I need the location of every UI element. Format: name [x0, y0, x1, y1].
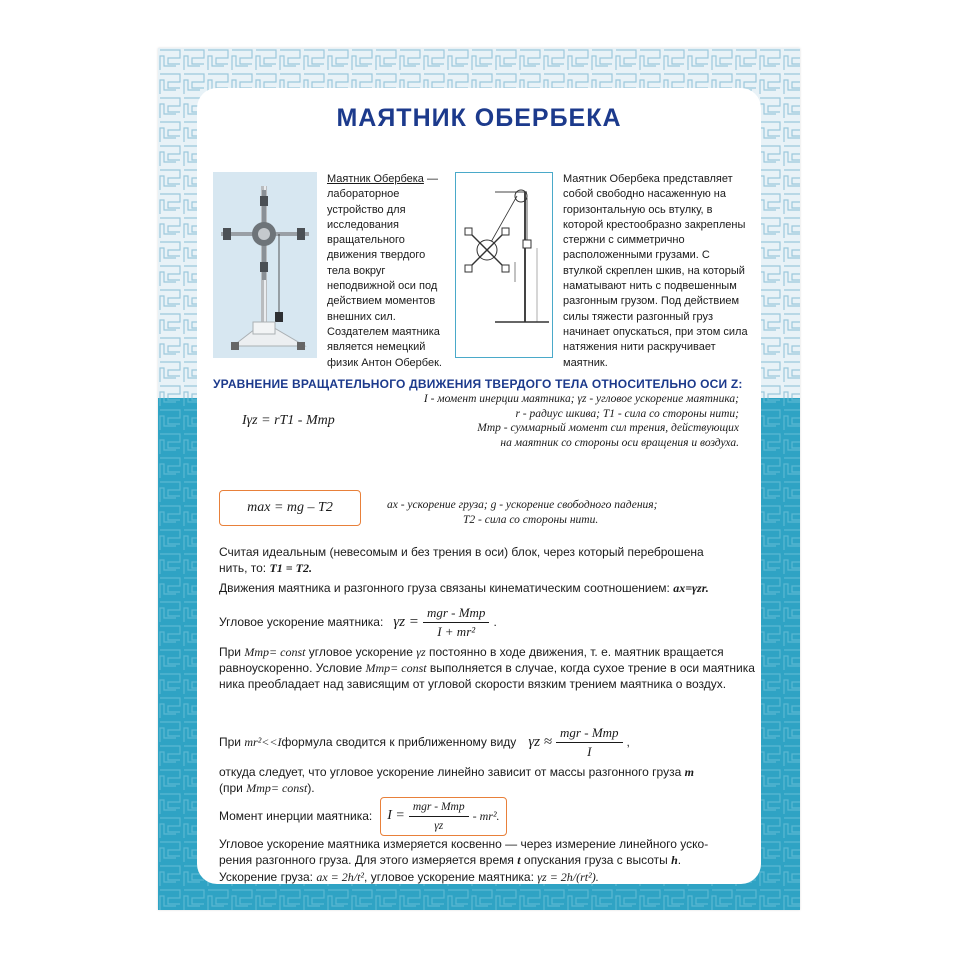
- text-line: [219, 560, 749, 576]
- paragraph-approx: [219, 722, 759, 762]
- paragraph-inertia: [219, 798, 759, 834]
- text-fragment: постоянно в ходе движения, т. е. маятник вращается: [425, 645, 724, 659]
- newton-formula: max = mg – T2: [247, 500, 333, 515]
- text-fragment: , угловое ускорение маятника:: [364, 870, 534, 884]
- legend-line: ax - ускорение груза; g - ускорение свободного падения;: [387, 499, 658, 511]
- text-line: [219, 660, 759, 676]
- inline-formula: Mтр= const: [244, 645, 306, 659]
- text-line: Угловое ускорение маятника измеряется косвенно — через измерение линейного уско-: [219, 837, 709, 851]
- section2-heading: II ЗАКОН НЬЮТОНА ДЛЯ РАЗГОННОГО ГРУЗА В ПРОЕКЦИИ НА ВЕРТИКАЛЬНУЮ ОСЬ X:: [213, 466, 755, 480]
- text-fragment: Движения маятника и разгонного груза связаны кинематическим соотношением:: [219, 581, 670, 595]
- inline-formula: m: [684, 765, 694, 779]
- section1-legend: [357, 392, 739, 450]
- formula-tail: - mr².: [472, 809, 500, 823]
- text-line: рения разгонного груза. Для этого измеряется время t опускания груза с высоты h.: [219, 853, 682, 867]
- text-fragment: нить, то:: [219, 561, 267, 575]
- formula-lhs: γz ≈: [528, 734, 553, 750]
- text-fragment: (при: [219, 781, 243, 795]
- text-fragment: Ускорение груза:: [219, 870, 313, 884]
- paragraph-kinematic: [219, 580, 759, 596]
- intro-left-lead: Маятник Обербека: [327, 173, 424, 185]
- paragraph-angular-accel: [219, 602, 759, 642]
- text-fragment: выполняется в случае, когда сухое трение в оси маятника: [426, 661, 755, 675]
- intro-left-text: [327, 172, 447, 371]
- fraction-numerator: mgr - Mтр: [423, 605, 490, 623]
- inline-formula: T1 = T2.: [269, 561, 312, 575]
- fraction-numerator: mgr - Mтр: [556, 725, 623, 743]
- text-line: ника преобладает над зависящим от угловой скорости вязким трением маятника о воздух.: [219, 677, 727, 691]
- text-fragment: опускания груза с высоты: [520, 853, 668, 867]
- text-line: Считая идеальным (невесомым и без трения в оси) блок, через который переброшена: [219, 545, 704, 559]
- fraction: [423, 605, 490, 640]
- rotation-formula: Iγz = rT1 - Mтр: [242, 413, 335, 428]
- section2-legend: [387, 498, 727, 527]
- text-fragment: При: [219, 735, 242, 749]
- intro-left-body: — лабораторное устройство для исследования вращательного движения твердого тела вокруг неподвижной оси под действием моментов внешних сил. Создателем маятника является немецкий физик Антон Обербек.: [327, 173, 442, 369]
- text-fragment: равноускоренно. Условие: [219, 661, 363, 675]
- fraction: [409, 799, 469, 834]
- fraction-numerator: mgr - Mтр: [409, 799, 469, 817]
- text-line: [219, 780, 759, 796]
- intro-right-text: Маятник Обербека представляет собой свободно насаженную на горизонтальную ось втулку, в которой крестообразно закреплены стержни с симметрично расположенными грузами. С втулкой скреплен шкив, на который наматывают нить с подвешенным разгонным грузом. Под действием силы тяжести разгонный груз начинает опускаться, при этом сила натяжения нити раскручивает маятник.: [563, 173, 748, 369]
- paragraph-results: [219, 869, 759, 884]
- publisher-logo-icon: [714, 856, 734, 876]
- inline-formula: ax=γzr.: [673, 581, 709, 595]
- inline-formula: γz: [416, 645, 426, 659]
- section1-heading: УРАВНЕНИЕ ВРАЩАТЕЛЬНОГО ДВИЖЕНИЯ ТВЕРДОГО ТЕЛА ОТНОСИТЕЛЬНО ОСИ Z:: [213, 377, 743, 391]
- inline-formula: Mтр= const: [246, 781, 308, 795]
- newton-formula-box: [219, 490, 361, 526]
- legend-line: r - радиус шкива; T1 - сила со стороны нити;: [515, 407, 739, 420]
- inertia-formula-box: [380, 797, 506, 836]
- poster: [158, 48, 800, 910]
- paragraph-block-ideal: [219, 544, 749, 576]
- text-fragment: формула сводится к приближенному виду: [281, 735, 517, 749]
- legend-line: Mтр - суммарный момент сил трения, действующих: [477, 422, 739, 434]
- inline-formula: h: [671, 853, 678, 867]
- text-line: [219, 644, 759, 660]
- text-fragment: Момент инерции маятника:: [219, 809, 373, 823]
- inline-formula: γz = 2h/(rt²).: [537, 870, 599, 884]
- pendulum-photo: [213, 172, 317, 358]
- text-fragment: .: [493, 615, 497, 629]
- paragraph-linear: [219, 764, 759, 796]
- fraction-denominator: γz: [434, 819, 444, 832]
- inline-formula: t: [517, 853, 521, 867]
- inline-formula: Mтр= const: [365, 661, 427, 675]
- text-fragment: откуда следует, что угловое ускорение линейно зависит от массы разгонного груза: [219, 765, 682, 779]
- fraction-denominator: I: [587, 743, 592, 759]
- fraction-denominator: I + mr²: [437, 623, 476, 639]
- pendulum-scheme: [455, 172, 553, 358]
- paragraph-const-friction: [219, 644, 759, 692]
- text-line: [219, 764, 759, 780]
- legend-line: I - момент инерции маятника; γz - угловое ускорение маятника;: [423, 393, 739, 405]
- formula-lhs: I =: [387, 808, 405, 823]
- fraction: [556, 725, 623, 760]
- content-card: [197, 88, 761, 884]
- page-title: МАЯТНИК ОБЕРБЕКА: [336, 104, 622, 132]
- legend-line: T2 - сила со стороны нити.: [463, 513, 599, 526]
- text-fragment: рения разгонного груза. Для этого измеряется время: [219, 853, 514, 867]
- legend-line: на маятник со стороны оси вращения и воздуха.: [500, 436, 739, 449]
- paragraph-measure: [219, 836, 759, 868]
- text-fragment: угловое ускорение: [305, 645, 413, 659]
- text-fragment: При: [219, 645, 242, 659]
- formula-lhs: γz =: [393, 614, 419, 630]
- text-fragment: Угловое ускорение маятника:: [219, 615, 384, 629]
- inline-formula: mr²<<I: [244, 735, 282, 749]
- text-fragment: ).: [307, 781, 315, 795]
- inline-formula: ax = 2h/t²: [316, 870, 365, 884]
- text-fragment: ,: [626, 735, 630, 749]
